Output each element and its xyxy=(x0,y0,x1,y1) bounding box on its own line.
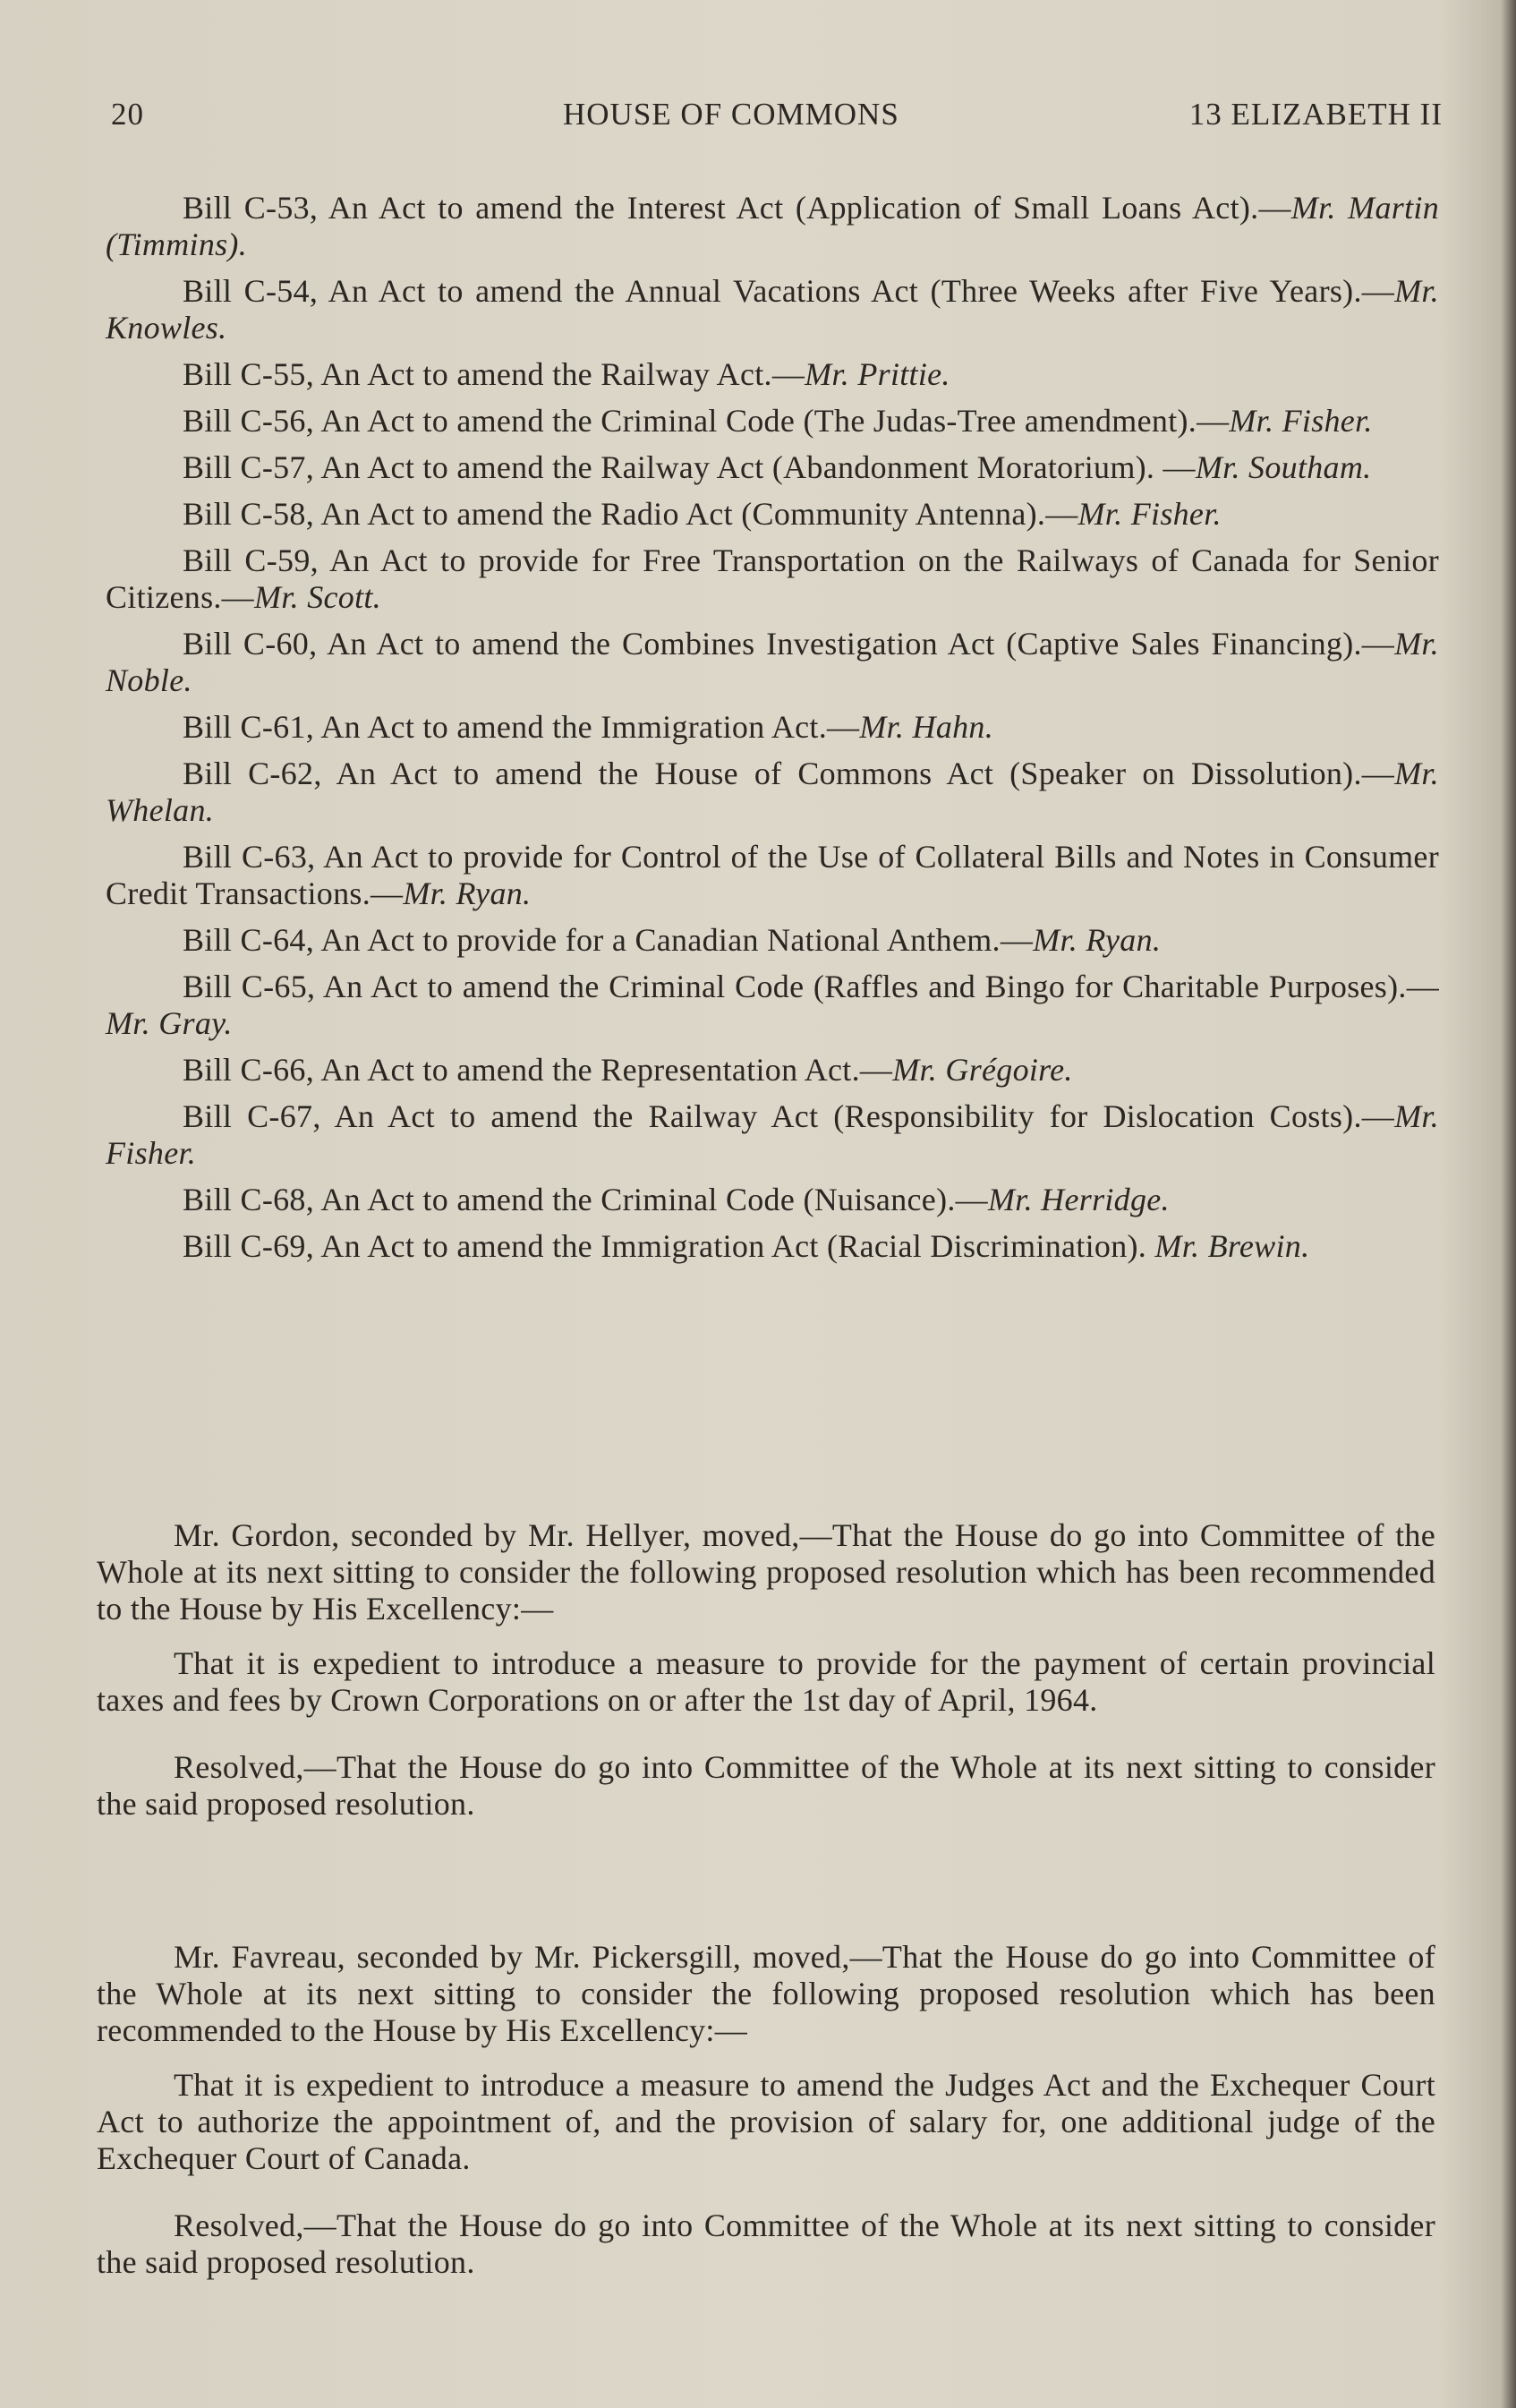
bill-entry xyxy=(106,542,1439,616)
page-header xyxy=(111,97,1443,136)
motion-resolved: Resolved,—That the House do go into Committee of the Whole at its next sitting to consider the said proposed resolution. xyxy=(97,2207,1435,2280)
motion-resolved: Resolved,—That the House do go into Committee of the Whole at its next sitting to consider the said proposed resolution. xyxy=(97,1749,1435,1822)
bill-entry xyxy=(106,356,1439,393)
bill-member: Mr. Grégoire. xyxy=(892,1052,1073,1088)
bill-text: Bill C-67, An Act to amend the Railway Act (Responsibility for Dislocation Costs).— xyxy=(183,1098,1395,1134)
bill-entry xyxy=(106,1098,1439,1172)
bill-entry xyxy=(106,839,1439,912)
bill-text: Bill C-65, An Act to amend the Criminal Code (Raffles and Bingo for Charitable Purposes).— xyxy=(183,969,1439,1004)
motion-crown-corporations xyxy=(97,1517,1435,1840)
bill-text: Bill C-58, An Act to amend the Radio Act (Community Antenna).— xyxy=(183,496,1078,532)
bill-entry xyxy=(106,969,1439,1042)
bill-member: Mr. Prittie. xyxy=(805,356,950,392)
bill-entry xyxy=(106,273,1439,346)
bill-member: Mr. Ryan. xyxy=(1033,922,1162,958)
bill-text: Bill C-55, An Act to amend the Railway Act.— xyxy=(183,356,805,392)
regnal-year: 13 ELIZABETH II xyxy=(1188,97,1443,132)
page-number: 20 xyxy=(111,97,144,132)
bill-entry xyxy=(106,1052,1439,1089)
bill-member: Mr. Southam. xyxy=(1195,449,1372,485)
bill-entry xyxy=(106,709,1439,746)
bill-entry xyxy=(106,449,1439,486)
motion-resolution: That it is expedient to introduce a measure to provide for the payment of certain provincial taxes and fees by Crown Corporations on or after the 1st day of April, 1964. xyxy=(97,1645,1435,1718)
bill-text: Bill C-62, An Act to amend the House of Commons Act (Speaker on Dissolution).— xyxy=(183,756,1395,791)
bill-member: Mr. Scott. xyxy=(253,579,381,615)
motion-resolution: That it is expedient to introduce a measure to amend the Judges Act and the Exchequer Court Act to authorize the appointment of, and the provision of salary for, one additional judge of the Exchequer Court of Canada. xyxy=(97,2067,1435,2176)
bill-member: Mr. Fisher. xyxy=(1077,496,1222,532)
bill-entry xyxy=(106,626,1439,699)
running-title: HOUSE OF COMMONS xyxy=(563,97,899,132)
bill-member: Mr. Hahn. xyxy=(859,709,994,745)
bill-member: Mr. Noble. xyxy=(106,626,1439,698)
bill-text: Bill C-54, An Act to amend the Annual Vacations Act (Three Weeks after Five Years).— xyxy=(183,273,1395,309)
bill-member: Mr. Gray. xyxy=(106,1005,233,1041)
bill-member: Mr. Herridge. xyxy=(987,1182,1170,1217)
bill-text: Bill C-69, An Act to amend the Immigration Act (Racial Discrimination). xyxy=(183,1228,1155,1264)
motion-moved: Mr. Favreau, seconded by Mr. Pickersgill, moved,—That the House do go into Committee of the Whole at its next sitting to consider the following proposed resolution which has been recommended to the House by His Excellency:— xyxy=(97,1939,1435,2048)
bill-member: Mr. Fisher. xyxy=(106,1098,1439,1171)
bill-text: Bill C-63, An Act to provide for Control of the Use of Collateral Bills and Notes in Consumer Credit Transactions.— xyxy=(106,839,1439,911)
bill-member: Mr. Brewin. xyxy=(1154,1228,1310,1264)
bill-text: Bill C-56, An Act to amend the Criminal Code (The Judas-Tree amendment).— xyxy=(183,403,1230,439)
bill-entry xyxy=(106,190,1439,263)
bill-text: Bill C-53, An Act to amend the Interest Act (Application of Small Loans Act).— xyxy=(183,190,1291,226)
bills-list xyxy=(106,190,1439,1275)
bill-entry xyxy=(106,922,1439,959)
bill-text: Bill C-68, An Act to amend the Criminal Code (Nuisance).— xyxy=(183,1182,988,1217)
bill-entry xyxy=(106,756,1439,829)
bill-entry xyxy=(106,1182,1439,1218)
motion-judges-act xyxy=(97,1939,1435,2299)
bill-member: Mr. Martin (Timmins). xyxy=(106,190,1439,262)
bill-entry xyxy=(106,496,1439,533)
bill-member: Mr. Fisher. xyxy=(1229,403,1373,439)
bill-entry xyxy=(106,1228,1439,1265)
bill-text: Bill C-66, An Act to amend the Representation Act.— xyxy=(183,1052,893,1088)
bill-member: Mr. Ryan. xyxy=(403,875,532,911)
bill-text: Bill C-59, An Act to provide for Free Transportation on the Railways of Canada for Senior Citizens.— xyxy=(106,542,1439,615)
bill-member: Mr. Whelan. xyxy=(106,756,1439,828)
bill-entry xyxy=(106,403,1439,440)
bill-text: Bill C-57, An Act to amend the Railway Act (Abandonment Moratorium). — xyxy=(183,449,1196,485)
bill-text: Bill C-64, An Act to provide for a Canadian National Anthem.— xyxy=(183,922,1034,958)
bill-text: Bill C-60, An Act to amend the Combines Investigation Act (Captive Sales Financing).— xyxy=(183,626,1395,662)
motion-moved: Mr. Gordon, seconded by Mr. Hellyer, moved,—That the House do go into Committee of the Whole at its next sitting to consider the following proposed resolution which has been recommended to the House by His Excellency:— xyxy=(97,1517,1435,1627)
bill-member: Mr. Knowles. xyxy=(106,273,1439,346)
bill-text: Bill C-61, An Act to amend the Immigration Act.— xyxy=(183,709,860,745)
